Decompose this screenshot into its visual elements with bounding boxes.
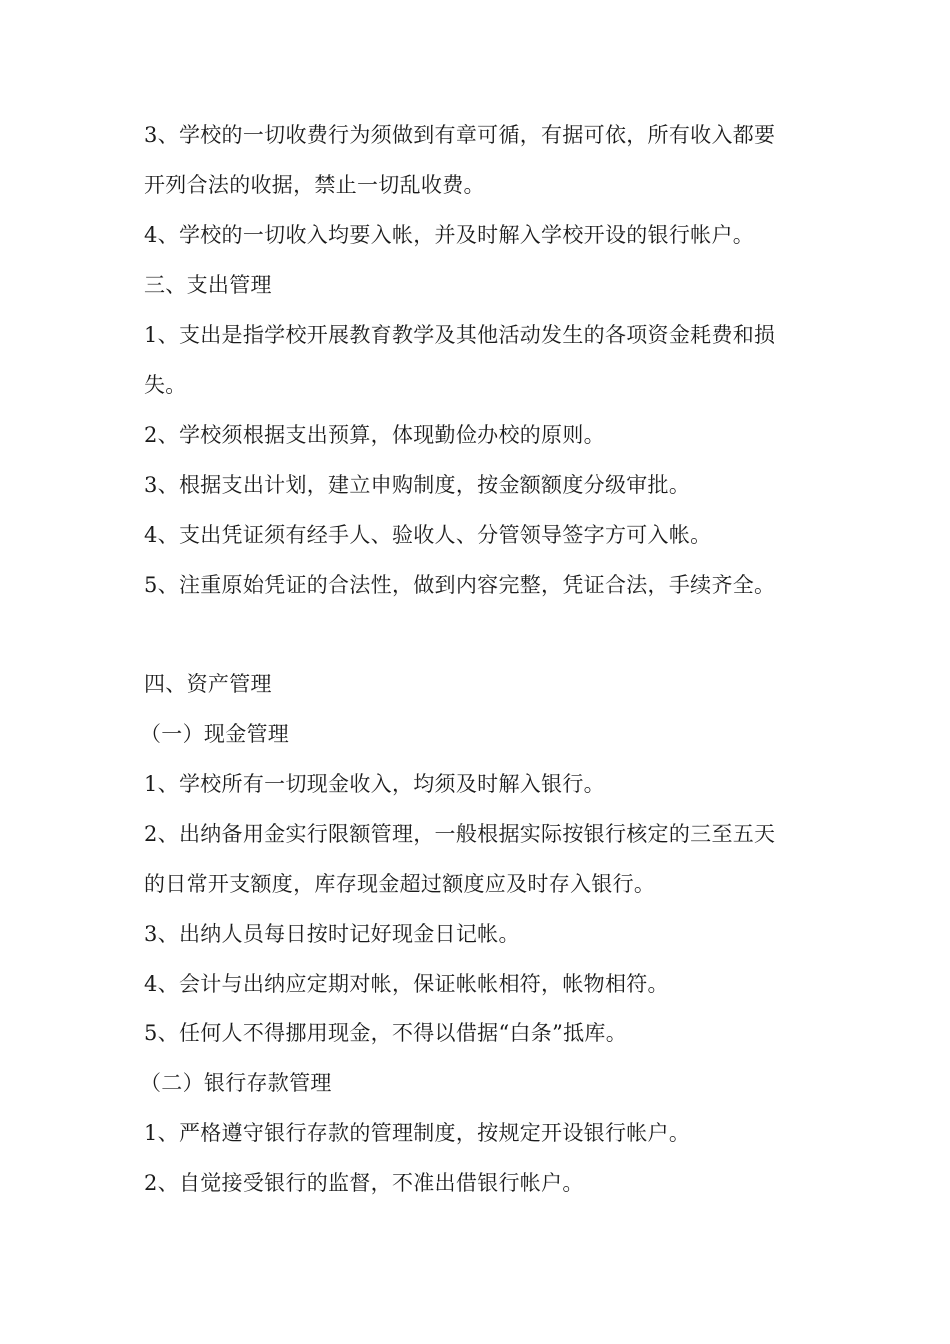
- subsection-heading: （一）现金管理: [140, 722, 290, 746]
- text-line: 3、学校的一切收费行为须做到有章可循，有据可依，所有收入都要: [144, 123, 776, 147]
- text-line: 5、注重原始凭证的合法性，做到内容完整，凭证合法，手续齐全。: [144, 573, 776, 597]
- text-line: 4、支出凭证须有经手人、验收人、分管领导签字方可入帐。: [144, 523, 712, 547]
- text-line: 失。: [144, 373, 187, 397]
- text-line: 2、学校须根据支出预算，体现勤俭办校的原则。: [144, 423, 605, 447]
- subsection-heading: （二）银行存款管理: [140, 1071, 332, 1095]
- text-line: 3、出纳人员每日按时记好现金日记帐。: [144, 922, 520, 946]
- text-line: 5、任何人不得挪用现金，不得以借据“白条”抵库。: [144, 1021, 628, 1045]
- text-line: 开列合法的收据，禁止一切乱收费。: [144, 173, 485, 197]
- section-heading: 四、资产管理: [144, 672, 272, 696]
- text-line: 1、严格遵守银行存款的管理制度，按规定开设银行帐户。: [144, 1121, 691, 1145]
- text-line: 2、自觉接受银行的监督，不准出借银行帐户。: [144, 1171, 584, 1195]
- text-line: 3、根据支出计划，建立申购制度，按金额额度分级审批。: [144, 473, 691, 497]
- text-line: 的日常开支额度，库存现金超过额度应及时存入银行。: [144, 872, 656, 896]
- section-heading: 三、支出管理: [144, 273, 272, 297]
- text-line: 1、支出是指学校开展教育教学及其他活动发生的各项资金耗费和损: [144, 323, 776, 347]
- text-line: 2、出纳备用金实行限额管理，一般根据实际按银行核定的三至五天: [144, 822, 776, 846]
- text-line: 1、学校所有一切现金收入，均须及时解入银行。: [144, 772, 605, 796]
- text-line: 4、会计与出纳应定期对帐，保证帐帐相符，帐物相符。: [144, 972, 669, 996]
- text-line: 4、学校的一切收入均要入帐，并及时解入学校开设的银行帐户。: [144, 223, 755, 247]
